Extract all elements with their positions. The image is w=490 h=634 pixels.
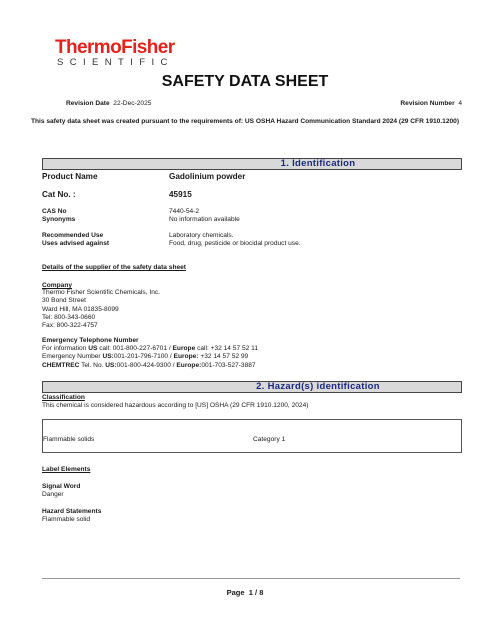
synonyms-value: No information available — [169, 216, 240, 223]
revision-number — [400, 100, 462, 107]
uses-against-label: Uses advised against — [42, 240, 110, 247]
classification-label: Classification — [42, 394, 85, 401]
hazard-classification-box — [42, 419, 462, 453]
revision-date-value: 22-Dec-2025 — [113, 100, 152, 107]
section-2-title: 2. Hazard(s) identification — [256, 381, 380, 392]
scientific-logo-text: SCIENTIFIC — [57, 57, 174, 68]
company-label: Company — [42, 282, 73, 289]
hazard-statement: Flammable solid — [42, 516, 91, 523]
emergency-numbers — [42, 345, 258, 370]
cat-no-label: Cat No. : — [42, 190, 76, 199]
signal-word-value: Danger — [42, 491, 64, 498]
signal-word-label: Signal Word — [42, 483, 81, 490]
cas-label: CAS No — [42, 208, 67, 215]
footer-divider — [42, 578, 460, 579]
thermofisher-logo: ThermoFisher — [55, 37, 175, 58]
document-title: SAFETY DATA SHEET — [161, 73, 329, 90]
hazard-statements-label: Hazard Statements — [42, 508, 102, 515]
product-name-value: Gadolinium powder — [169, 172, 246, 181]
page-number: Page 1 / 8 — [226, 588, 264, 597]
section-1-header — [42, 158, 462, 170]
company-line: Tel: 800-343-0660 — [42, 313, 96, 321]
recommended-use-value: Laboratory chemicals. — [169, 232, 234, 239]
emergency-label: Emergency Telephone Number — [42, 337, 139, 344]
uses-against-value: Food, drug, pesticide or biocidal product use. — [169, 240, 301, 247]
company-line: Fax: 800-322-4757 — [42, 322, 98, 330]
revision-number-value: 4 — [458, 100, 462, 107]
section-2-header — [42, 381, 462, 393]
chemtrec-line: CHEMTREC Tel. No. US:001-800-424-9300 / Europe:001-703-527-3887 — [42, 361, 256, 369]
synonyms-label: Synonyms — [42, 216, 76, 223]
cat-no-value: 45915 — [169, 190, 192, 199]
cas-value: 7440-54-2 — [169, 208, 200, 215]
revision-date — [66, 100, 151, 107]
supplier-heading: Details of the supplier of the safety data sheet — [42, 264, 186, 271]
hazard-category: Category 1 — [253, 436, 286, 443]
section-1-title: 1. Identification — [280, 158, 356, 169]
company-address — [42, 289, 160, 330]
label-elements-heading: Label Elements — [42, 466, 91, 473]
info-line: For information US call: 001-800-227-6701 / Europe call: +32 14 57 52 11 — [42, 345, 258, 352]
company-line: Thermo Fisher Scientific Chemicals, Inc. — [42, 289, 160, 296]
company-line: 30 Bond Street — [42, 297, 86, 305]
emergency-line: Emergency Number US:001-201-796-7100 / Europe: +32 14 57 52 99 — [42, 353, 249, 361]
classification-text: This chemical is considered hazardous according to [US] OSHA (29 CFR 1910.1200, 2024) — [42, 402, 309, 409]
company-line: Ward Hill, MA 01835-8099 — [42, 305, 119, 313]
revision-number-label: Revision Number — [400, 100, 455, 107]
pursuant-statement: This safety data sheet was created pursuant to the requirements of: US OSHA Hazard Communication Standard 2024 (29 CFR 1910.1200) — [30, 118, 460, 125]
hazard-class: Flammable solids — [43, 436, 95, 443]
product-name-label: Product Name — [42, 172, 98, 181]
revision-date-label: Revision Date — [66, 100, 110, 107]
revision-meta — [66, 100, 462, 107]
recommended-use-label: Recommended Use — [42, 232, 104, 239]
